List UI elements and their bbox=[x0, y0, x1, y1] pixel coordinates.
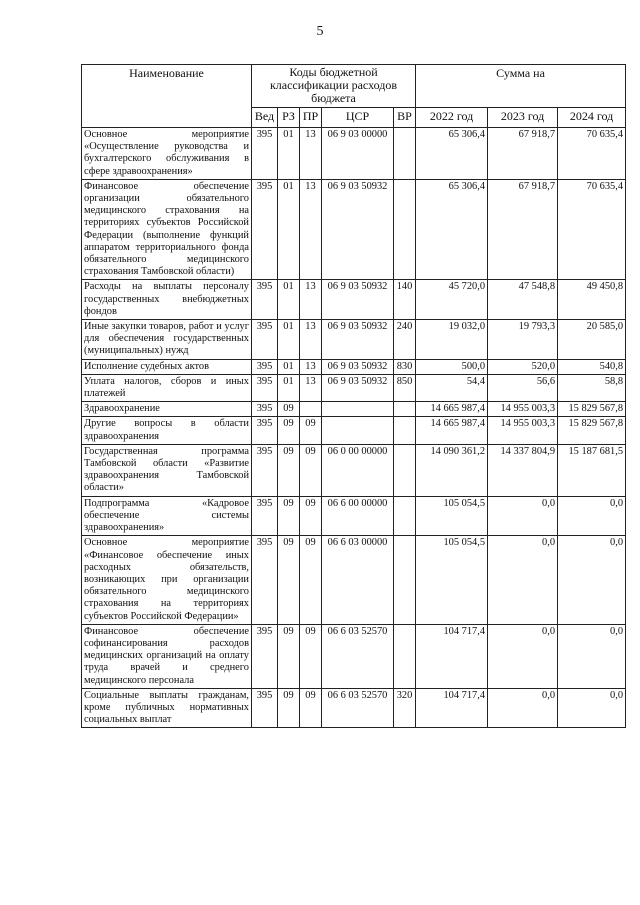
cell-csr bbox=[322, 417, 394, 444]
cell-2022: 500,0 bbox=[416, 359, 488, 374]
cell-pr: 09 bbox=[300, 444, 322, 496]
cell-pr: 13 bbox=[300, 179, 322, 280]
cell-vr bbox=[394, 496, 416, 536]
cell-pr: 13 bbox=[300, 320, 322, 360]
cell-csr: 06 6 03 52570 bbox=[322, 688, 394, 728]
cell-vr bbox=[394, 402, 416, 417]
cell-rz: 01 bbox=[278, 359, 300, 374]
cell-pr: 09 bbox=[300, 688, 322, 728]
table-row bbox=[82, 128, 626, 180]
cell-2023: 520,0 bbox=[488, 359, 558, 374]
row-name: Исполнение судебных актов bbox=[82, 359, 252, 374]
row-name: Другие вопросы в области здравоохранения bbox=[82, 417, 252, 444]
row-name: Подпрограмма «Кадровое обеспечение системы здравоохранения» bbox=[82, 496, 252, 536]
cell-vr: 320 bbox=[394, 688, 416, 728]
cell-2024: 49 450,8 bbox=[558, 280, 626, 320]
header-2024: 2024 год bbox=[558, 108, 626, 128]
cell-rz: 09 bbox=[278, 496, 300, 536]
table-row bbox=[82, 179, 626, 280]
row-name: Государственная программа Тамбовской области «Развитие здравоохранения Тамбовской области» bbox=[82, 444, 252, 496]
header-ved: Вед bbox=[252, 108, 278, 128]
cell-ved: 395 bbox=[252, 320, 278, 360]
table-row bbox=[82, 359, 626, 374]
cell-pr: 13 bbox=[300, 359, 322, 374]
cell-rz: 09 bbox=[278, 624, 300, 688]
cell-2024: 15 829 567,8 bbox=[558, 402, 626, 417]
cell-vr bbox=[394, 128, 416, 180]
table-row bbox=[82, 536, 626, 624]
cell-pr: 09 bbox=[300, 624, 322, 688]
cell-vr bbox=[394, 417, 416, 444]
cell-2024: 20 585,0 bbox=[558, 320, 626, 360]
cell-rz: 01 bbox=[278, 374, 300, 401]
cell-2024: 70 635,4 bbox=[558, 179, 626, 280]
cell-2022: 14 665 987,4 bbox=[416, 417, 488, 444]
header-2022: 2022 год bbox=[416, 108, 488, 128]
cell-csr: 06 6 00 00000 bbox=[322, 496, 394, 536]
cell-pr: 09 bbox=[300, 417, 322, 444]
cell-2022: 14 090 361,2 bbox=[416, 444, 488, 496]
cell-csr: 06 9 03 50932 bbox=[322, 280, 394, 320]
cell-pr: 13 bbox=[300, 128, 322, 180]
cell-2022: 104 717,4 bbox=[416, 688, 488, 728]
cell-csr: 06 9 03 50932 bbox=[322, 179, 394, 280]
cell-rz: 09 bbox=[278, 688, 300, 728]
header-rz: РЗ bbox=[278, 108, 300, 128]
cell-2024: 58,8 bbox=[558, 374, 626, 401]
cell-pr: 09 bbox=[300, 536, 322, 624]
header-2023: 2023 год bbox=[488, 108, 558, 128]
cell-2024: 0,0 bbox=[558, 496, 626, 536]
header-name: Наименование bbox=[82, 65, 252, 128]
cell-2022: 65 306,4 bbox=[416, 179, 488, 280]
cell-csr bbox=[322, 402, 394, 417]
cell-2023: 14 955 003,3 bbox=[488, 417, 558, 444]
cell-2023: 19 793,3 bbox=[488, 320, 558, 360]
cell-rz: 09 bbox=[278, 417, 300, 444]
cell-2022: 105 054,5 bbox=[416, 496, 488, 536]
cell-2023: 67 918,7 bbox=[488, 128, 558, 180]
header-codes-group: Коды бюджетной классификации расходов бюджета bbox=[252, 65, 416, 108]
cell-ved: 395 bbox=[252, 624, 278, 688]
cell-ved: 395 bbox=[252, 280, 278, 320]
cell-2022: 104 717,4 bbox=[416, 624, 488, 688]
cell-2022: 65 306,4 bbox=[416, 128, 488, 180]
cell-rz: 09 bbox=[278, 536, 300, 624]
cell-ved: 395 bbox=[252, 359, 278, 374]
cell-pr: 13 bbox=[300, 280, 322, 320]
table-row bbox=[82, 280, 626, 320]
cell-2023: 14 337 804,9 bbox=[488, 444, 558, 496]
cell-rz: 01 bbox=[278, 128, 300, 180]
cell-vr bbox=[394, 536, 416, 624]
cell-2024: 70 635,4 bbox=[558, 128, 626, 180]
cell-2023: 0,0 bbox=[488, 624, 558, 688]
budget-table bbox=[81, 64, 626, 728]
cell-2024: 540,8 bbox=[558, 359, 626, 374]
row-name: Здравоохранение bbox=[82, 402, 252, 417]
table-row bbox=[82, 624, 626, 688]
cell-ved: 395 bbox=[252, 128, 278, 180]
cell-csr: 06 6 03 52570 bbox=[322, 624, 394, 688]
header-pr: ПР bbox=[300, 108, 322, 128]
cell-rz: 09 bbox=[278, 444, 300, 496]
table-row bbox=[82, 444, 626, 496]
cell-2022: 14 665 987,4 bbox=[416, 402, 488, 417]
cell-2022: 45 720,0 bbox=[416, 280, 488, 320]
cell-vr bbox=[394, 179, 416, 280]
cell-2023: 47 548,8 bbox=[488, 280, 558, 320]
cell-csr: 06 9 03 50932 bbox=[322, 359, 394, 374]
cell-rz: 01 bbox=[278, 179, 300, 280]
cell-2023: 56,6 bbox=[488, 374, 558, 401]
row-name: Иные закупки товаров, работ и услуг для обеспечения государственных (муниципальных) нужд bbox=[82, 320, 252, 360]
cell-rz: 09 bbox=[278, 402, 300, 417]
cell-pr: 13 bbox=[300, 374, 322, 401]
cell-pr bbox=[300, 402, 322, 417]
cell-2024: 15 187 681,5 bbox=[558, 444, 626, 496]
cell-2023: 0,0 bbox=[488, 688, 558, 728]
row-name: Основное мероприятие «Финансовое обеспечение иных расходных обязательств, возникающих при организации обязательного медицинского страхования на территориях субъектов Российской Федерации» bbox=[82, 536, 252, 624]
cell-vr: 140 bbox=[394, 280, 416, 320]
cell-2023: 67 918,7 bbox=[488, 179, 558, 280]
cell-rz: 01 bbox=[278, 280, 300, 320]
cell-vr bbox=[394, 624, 416, 688]
cell-2023: 0,0 bbox=[488, 536, 558, 624]
cell-ved: 395 bbox=[252, 496, 278, 536]
cell-ved: 395 bbox=[252, 444, 278, 496]
row-name: Социальные выплаты гражданам, кроме публичных нормативных социальных выплат bbox=[82, 688, 252, 728]
row-name: Расходы на выплаты персоналу государственных внебюджетных фондов bbox=[82, 280, 252, 320]
cell-vr: 850 bbox=[394, 374, 416, 401]
cell-pr: 09 bbox=[300, 496, 322, 536]
cell-csr: 06 9 03 00000 bbox=[322, 128, 394, 180]
cell-ved: 395 bbox=[252, 536, 278, 624]
header-sum-group: Сумма на bbox=[416, 65, 626, 108]
cell-ved: 395 bbox=[252, 374, 278, 401]
header-csr: ЦСР bbox=[322, 108, 394, 128]
cell-csr: 06 0 00 00000 bbox=[322, 444, 394, 496]
cell-ved: 395 bbox=[252, 402, 278, 417]
cell-rz: 01 bbox=[278, 320, 300, 360]
header-vr: ВР bbox=[394, 108, 416, 128]
cell-vr: 240 bbox=[394, 320, 416, 360]
cell-csr: 06 9 03 50932 bbox=[322, 374, 394, 401]
cell-2023: 14 955 003,3 bbox=[488, 402, 558, 417]
row-name: Уплата налогов, сборов и иных платежей bbox=[82, 374, 252, 401]
cell-2023: 0,0 bbox=[488, 496, 558, 536]
cell-2022: 19 032,0 bbox=[416, 320, 488, 360]
table-row bbox=[82, 417, 626, 444]
cell-2024: 0,0 bbox=[558, 624, 626, 688]
cell-csr: 06 6 03 00000 bbox=[322, 536, 394, 624]
row-name: Финансовое обеспечение организации обязательного медицинского страхования на территориях субъектов Российской Федерации (выполнение функций аппаратом территориального фонда обязательного медицинского страхования Тамбовской области) bbox=[82, 179, 252, 280]
cell-2022: 54,4 bbox=[416, 374, 488, 401]
row-name: Основное мероприятие «Осуществление руководства и бухгалтерского обслуживания в сфере здравоохранения» bbox=[82, 128, 252, 180]
cell-ved: 395 bbox=[252, 417, 278, 444]
table-row bbox=[82, 688, 626, 728]
cell-2024: 15 829 567,8 bbox=[558, 417, 626, 444]
table-row bbox=[82, 402, 626, 417]
cell-2024: 0,0 bbox=[558, 536, 626, 624]
cell-ved: 395 bbox=[252, 179, 278, 280]
cell-vr bbox=[394, 444, 416, 496]
cell-ved: 395 bbox=[252, 688, 278, 728]
cell-csr: 06 9 03 50932 bbox=[322, 320, 394, 360]
cell-vr: 830 bbox=[394, 359, 416, 374]
cell-2024: 0,0 bbox=[558, 688, 626, 728]
row-name: Финансовое обеспечение софинансирования расходов медицинских организаций на оплату труда врачей и среднего медицинского персонала bbox=[82, 624, 252, 688]
table-row bbox=[82, 496, 626, 536]
table-row bbox=[82, 320, 626, 360]
table-row bbox=[82, 374, 626, 401]
cell-2022: 105 054,5 bbox=[416, 536, 488, 624]
page-number: 5 bbox=[316, 24, 324, 39]
